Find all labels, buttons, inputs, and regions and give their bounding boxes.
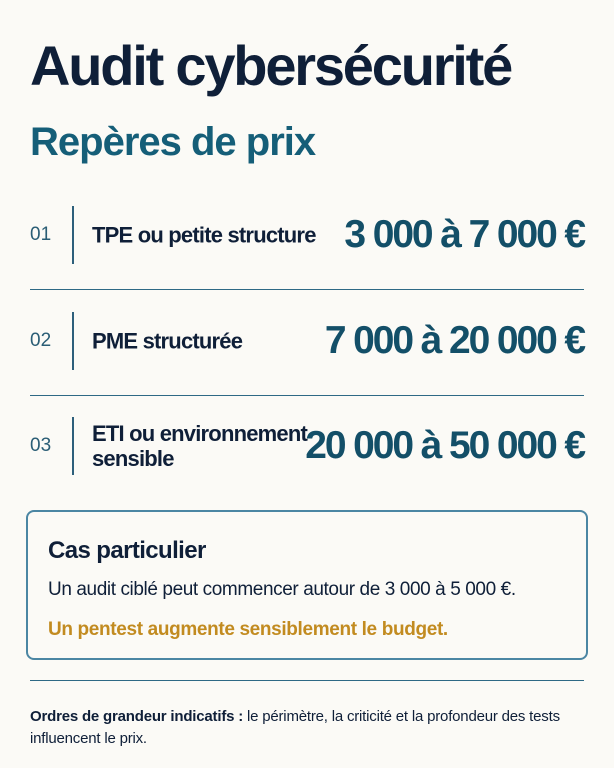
row-vertical-divider — [72, 417, 74, 475]
row-vertical-divider — [72, 312, 74, 370]
callout-highlight: Un pentest augmente sensiblement le budget. — [48, 619, 448, 640]
row-number: 03 — [30, 435, 52, 456]
callout-text: Un audit ciblé peut commencer autour de 3 000 à 5 000 €. — [48, 579, 516, 600]
row-separator — [30, 395, 584, 396]
footnote — [30, 706, 584, 750]
footnote-text: le périmètre, la criticité et la profondeur des tests influencent le prix. — [30, 708, 560, 747]
pricing-row-eti — [30, 411, 584, 481]
footer-divider — [30, 680, 584, 681]
row-price: 3 000 à 7 000 € — [344, 213, 584, 256]
callout-title: Cas particulier — [48, 537, 206, 564]
row-label: TPE ou petite structure — [92, 222, 316, 248]
pricing-row-pme — [30, 306, 584, 376]
row-number: 01 — [30, 224, 52, 245]
page-title: Audit cybersécurité — [30, 34, 512, 97]
footnote-bold: Ordres de grandeur indicatifs : — [30, 708, 244, 725]
row-separator — [30, 289, 584, 290]
row-number: 02 — [30, 330, 52, 351]
row-vertical-divider — [72, 206, 74, 264]
row-label: PME structurée — [92, 328, 243, 354]
row-price: 20 000 à 50 000 € — [305, 424, 584, 467]
page-subtitle: Repères de prix — [30, 120, 316, 164]
row-price: 7 000 à 20 000 € — [324, 319, 584, 362]
row-label: ETI ou environnement sensible — [92, 421, 308, 471]
pricing-row-tpe — [30, 200, 584, 270]
special-case-callout — [26, 510, 588, 660]
